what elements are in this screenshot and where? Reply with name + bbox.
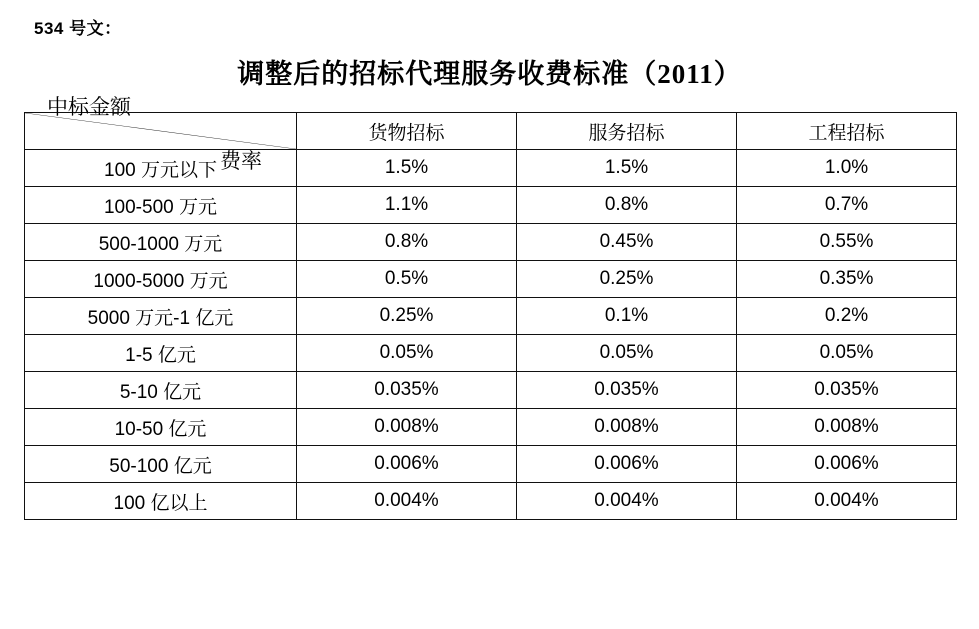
row-value-works: 0.55% [737,224,957,261]
fee-standard-table [24,95,957,520]
row-label: 100 万元以下 [25,150,297,187]
row-label: 50-100 亿元 [25,446,297,483]
column-header-goods: 货物招标 [297,113,517,150]
row-label: 100-500 万元 [25,187,297,224]
table-row [25,224,957,261]
row-label: 5000 万元-1 亿元 [25,298,297,335]
table-row [25,409,957,446]
row-value-service: 0.008% [517,409,737,446]
row-value-service: 1.5% [517,150,737,187]
column-header-works: 工程招标 [737,113,957,150]
row-value-goods: 0.25% [297,298,517,335]
row-value-service: 0.8% [517,187,737,224]
table-row [25,372,957,409]
table-header-row [25,113,957,150]
column-header-service: 服务招标 [517,113,737,150]
row-value-goods: 0.5% [297,261,517,298]
table-row [25,187,957,224]
table-row [25,446,957,483]
row-label: 500-1000 万元 [25,224,297,261]
document-reference: 534 号文： [34,19,122,38]
page-title: 调整后的招标代理服务收费标准（2011） [237,59,742,89]
row-value-service: 0.05% [517,335,737,372]
corner-amount-label: 中标金额 [47,95,131,119]
row-value-goods: 0.008% [297,409,517,446]
row-value-works: 0.35% [737,261,957,298]
row-value-goods: 0.8% [297,224,517,261]
row-value-goods: 1.5% [297,150,517,187]
row-value-works: 0.035% [737,372,957,409]
table-row [25,150,957,187]
row-value-works: 0.2% [737,298,957,335]
table-row [25,335,957,372]
table-row [25,261,957,298]
row-value-goods: 0.006% [297,446,517,483]
row-value-works: 0.7% [737,187,957,224]
row-label: 10-50 亿元 [25,409,297,446]
row-value-service: 0.1% [517,298,737,335]
row-label: 1-5 亿元 [25,335,297,372]
row-value-goods: 0.05% [297,335,517,372]
corner-rate-label: 费率 [220,149,262,173]
row-value-works: 0.004% [737,483,957,520]
row-value-goods: 0.004% [297,483,517,520]
row-value-goods: 0.035% [297,372,517,409]
table-row [25,298,957,335]
row-value-service: 0.25% [517,261,737,298]
table-row [25,483,957,520]
row-label: 5-10 亿元 [25,372,297,409]
row-value-works: 0.006% [737,446,957,483]
row-value-service: 0.006% [517,446,737,483]
row-label: 1000-5000 万元 [25,261,297,298]
row-value-works: 1.0% [737,150,957,187]
fee-standard-table-container [24,95,956,520]
row-label: 100 亿以上 [25,483,297,520]
row-value-works: 0.05% [737,335,957,372]
row-value-works: 0.008% [737,409,957,446]
row-value-goods: 1.1% [297,187,517,224]
row-value-service: 0.004% [517,483,737,520]
row-value-service: 0.45% [517,224,737,261]
row-value-service: 0.035% [517,372,737,409]
